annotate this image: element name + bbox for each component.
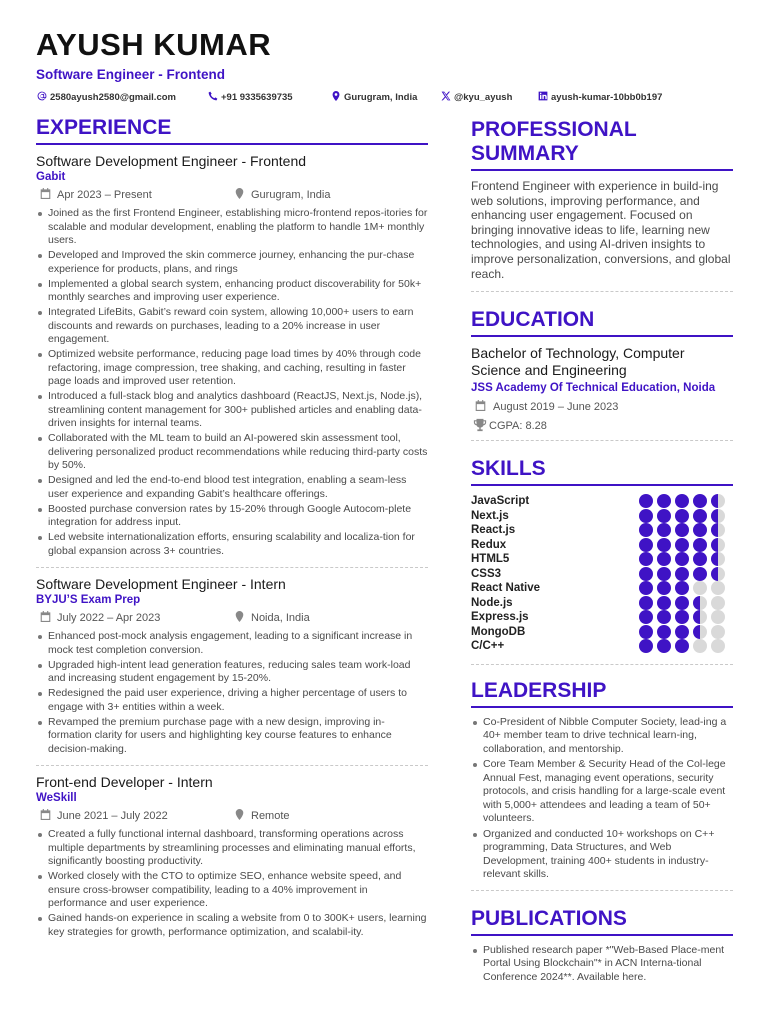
skill-rating (639, 494, 733, 508)
skill-name: Node.js (471, 596, 513, 609)
skill-rating-dot (693, 639, 707, 653)
skill-rating (639, 625, 733, 639)
skill-rating-dot (657, 494, 671, 508)
education-heading: EDUCATION (471, 308, 733, 337)
candidate-role: Software Engineer - Frontend (36, 67, 226, 82)
job-company: WeSkill (36, 792, 77, 804)
skill-rating-dot (657, 581, 671, 595)
skill-row (471, 596, 733, 611)
contact-phone[interactable] (208, 91, 293, 104)
contact-x-text: @kyu_ayush (454, 92, 513, 103)
skill-rating-dot (675, 581, 689, 595)
skill-rating-dot (711, 523, 725, 537)
skill-rating-dot (711, 567, 725, 581)
skill-rating-dot (693, 610, 707, 624)
skill-rating-dot (657, 610, 671, 624)
list-item: Implemented a global search system, enhancing product discoverability for 50k+ monthly searches and improving user experience. (36, 278, 428, 305)
skill-rating-dot (675, 596, 689, 610)
skill-name: React Native (471, 582, 541, 595)
skill-row (471, 639, 733, 654)
skill-rating (639, 552, 733, 566)
job-meta (36, 188, 428, 206)
trophy-icon (473, 418, 487, 435)
list-item: Led website internationalization efforts, ensuring scalability and localiza-tion for global expansion across 3+ countries. (36, 531, 428, 558)
skill-rating-dot (675, 494, 689, 508)
location-pin-icon (234, 188, 245, 202)
job-location-text: Remote (251, 810, 290, 822)
phone-icon (208, 91, 218, 104)
calendar-icon (40, 611, 51, 625)
candidate-name: AYUSH KUMAR (36, 27, 272, 62)
skill-rating-dot (711, 610, 725, 624)
job-location (234, 809, 290, 823)
list-item: Collaborated with the ML team to build an AI-powered skin assessment tool, delivering personalized product recommendations while reducing third-party costs by 50%. (36, 432, 428, 473)
skill-rating-dot (711, 509, 725, 523)
contact-email[interactable] (37, 91, 176, 104)
skill-rating-dot (639, 509, 653, 523)
skill-name: Redux (471, 538, 507, 551)
leadership-heading: LEADERSHIP (471, 679, 733, 708)
skill-rating-dot (675, 552, 689, 566)
education-dates (471, 399, 733, 415)
job-bullets (36, 828, 428, 939)
skills-heading: SKILLS (471, 457, 733, 486)
calendar-icon (475, 400, 486, 414)
skill-rating-dot (639, 610, 653, 624)
list-item: Published research paper *"Web-Based Place-ment Portal Using Blockchain"* in ACN Interna-tional Conference 2024**. Available here. (471, 944, 733, 985)
skill-name: HTML5 (471, 553, 510, 566)
skill-rating-dot (711, 625, 725, 639)
contact-linkedin[interactable] (538, 91, 662, 104)
skill-rating-dot (693, 596, 707, 610)
skill-rating (639, 509, 733, 523)
skill-row (471, 538, 733, 553)
skill-rating-dot (675, 610, 689, 624)
skill-name: Next.js (471, 509, 509, 522)
list-item: Designed and led the end-to-end blood test integration, enabling a seam-less user experience and expanding Gabit’s healthcare offerings. (36, 474, 428, 501)
location-pin-icon (331, 91, 341, 104)
skill-rating-dot (639, 538, 653, 552)
list-item: Optimized website performance, reducing page load times by 40% through code refactoring, image compression, tree shaking, and caching, resulting in faster page loads and improved user retention. (36, 348, 428, 389)
job-dates-text: July 2022 – Apr 2023 (57, 612, 161, 624)
skill-rating-dot (639, 639, 653, 653)
skill-rating-dot (693, 552, 707, 566)
skill-rating-dot (711, 596, 725, 610)
list-item: Joined as the first Frontend Engineer, establishing micro-frontend repos-itories for scalable and modular development, enabling the platform to handle 1M+ monthly users. (36, 207, 428, 248)
skill-rating (639, 639, 733, 653)
x-twitter-icon (441, 91, 451, 104)
divider (36, 765, 428, 766)
resume-header (36, 26, 736, 83)
skill-rating-dot (675, 625, 689, 639)
at-icon (37, 91, 47, 104)
education-gpa-text: CGPA: 8.28 (489, 420, 547, 433)
skill-rating (639, 596, 733, 610)
skill-name: React.js (471, 524, 516, 537)
education-degree: Bachelor of Technology, Computer Science and Engineering (471, 345, 685, 379)
skill-rating (639, 610, 733, 624)
skills-list (471, 494, 733, 654)
skill-row (471, 581, 733, 596)
job-title: Software Development Engineer - Intern (36, 576, 286, 592)
skill-rating-dot (639, 596, 653, 610)
experience-heading: EXPERIENCE (36, 116, 428, 145)
leadership-list (471, 716, 733, 882)
job-dates-text: June 2021 – July 2022 (57, 810, 168, 822)
list-item: Boosted purchase conversion rates by 15-20% through Google Autocom-plete integration for address input. (36, 503, 428, 530)
summary-text: Frontend Engineer with experience in build-ing web solutions, improving performance, and enhancing user engagement. Focused on bringing innovative ideas to life, learning new technologies, and using AI-driven insights to improve personalization, conversions, and global reach. (471, 179, 731, 281)
skill-rating-dot (675, 639, 689, 653)
contact-x[interactable] (441, 91, 512, 104)
job-entry (36, 153, 428, 558)
list-item: Revamped the premium purchase page with a new design, improving in-formation clarity for users and highlighting key course features to enhance decision-making. (36, 716, 428, 757)
skill-rating-dot (657, 538, 671, 552)
skill-rating-dot (639, 567, 653, 581)
job-entry (36, 774, 428, 939)
list-item: Introduced a full-stack blog and analytics dashboard (ReactJS, Next.js, Node.js), streamlining content management for 300+ published articles and enabling data-driven insights for internal teams. (36, 390, 428, 431)
skill-rating-dot (657, 552, 671, 566)
skill-rating-dot (657, 567, 671, 581)
skill-rating-dot (639, 494, 653, 508)
skill-rating (639, 567, 733, 581)
job-location (234, 188, 330, 202)
skill-rating-dot (693, 581, 707, 595)
skill-rating-dot (639, 523, 653, 537)
job-location-text: Gurugram, India (251, 189, 331, 201)
contact-linkedin-text: ayush-kumar-10bb0b197 (551, 92, 663, 103)
skill-rating-dot (657, 625, 671, 639)
job-title: Software Development Engineer - Frontend (36, 153, 307, 169)
skill-rating-dot (657, 639, 671, 653)
list-item: Worked closely with the CTO to optimize SEO, enhance website speed, and ensure cross-browser compatibility, leading to a 40% improvement in performance and user experience. (36, 870, 428, 911)
skill-rating-dot (693, 509, 707, 523)
skill-row (471, 494, 733, 509)
left-column (36, 116, 428, 941)
skill-rating-dot (639, 581, 653, 595)
list-item: Co-President of Nibble Computer Society, lead-ing a 40+ member team to drive technical learn-ing, collaboration, and mentorship. (471, 716, 733, 757)
location-pin-icon (234, 611, 245, 625)
skill-row (471, 552, 733, 567)
contact-bar (36, 91, 736, 103)
contact-location-text: Gurugram, India (344, 92, 418, 103)
job-dates-text: Apr 2023 – Present (57, 189, 152, 201)
calendar-icon (40, 809, 51, 823)
skill-rating (639, 581, 733, 595)
skill-rating-dot (693, 538, 707, 552)
skill-rating-dot (657, 596, 671, 610)
skill-row (471, 625, 733, 640)
list-item: Core Team Member & Security Head of the Col-lege Annual Fest, managing event operations, security protocols, and crisis handling for a large-scale event with 5,000+ attendees and leading a team of 50+ volunteers. (471, 758, 733, 826)
skill-row (471, 610, 733, 625)
location-pin-icon (234, 809, 245, 823)
skill-name: C/C++ (471, 640, 505, 653)
job-bullets (36, 207, 428, 558)
calendar-icon (40, 188, 51, 202)
skill-rating-dot (693, 494, 707, 508)
skill-rating-dot (693, 567, 707, 581)
skill-name: JavaScript (471, 495, 530, 508)
job-bullets (36, 630, 428, 756)
skill-rating-dot (711, 538, 725, 552)
list-item: Redesigned the paid user experience, driving a higher percentage of users to engage with 3+ entities within a week. (36, 687, 428, 714)
job-title: Front-end Developer - Intern (36, 774, 213, 790)
contact-location (331, 91, 417, 104)
skill-rating-dot (711, 552, 725, 566)
list-item: Created a fully functional internal dashboard, transforming operations across multiple departments by streamlining processes and eliminating manual efforts, significantly boosting productivity. (36, 828, 428, 869)
list-item: Organized and conducted 10+ workshops on C++ programming, Data Structures, and Web Development, training 400+ students in industry-relevant skills. (471, 828, 733, 882)
skill-row (471, 509, 733, 524)
skill-rating-dot (675, 523, 689, 537)
skill-name: MongoDB (471, 625, 526, 638)
job-location (234, 611, 310, 625)
skill-rating-dot (693, 523, 707, 537)
skill-rating-dot (639, 625, 653, 639)
list-item: Gained hands-on experience in scaling a website from 0 to 300K+ users, learning key strategies for growth, performance optimization, and scalabil-ity. (36, 912, 428, 939)
job-location-text: Noida, India (251, 612, 310, 624)
skill-rating (639, 523, 733, 537)
publications-list (471, 944, 733, 985)
skill-rating-dot (657, 523, 671, 537)
job-dates (40, 611, 160, 625)
education-school: JSS Academy Of Technical Education, Noida (471, 382, 716, 395)
publications-heading: PUBLICATIONS (471, 907, 733, 936)
skill-rating-dot (711, 494, 725, 508)
job-dates (40, 188, 152, 202)
job-dates (40, 809, 168, 823)
skill-rating-dot (657, 509, 671, 523)
list-item: Integrated LifeBits, Gabit’s reward coin system, allowing 10,000+ users to earn discounts and rewards on purchases, leading to a 20% increase in user engagement. (36, 306, 428, 347)
list-item: Upgraded high-intent lead generation features, reducing sales team work-load and increasing student engagement by 15-20%. (36, 659, 428, 686)
job-meta (36, 809, 428, 827)
list-item: Enhanced post-mock analysis engagement, leading to a significant increase in mock test completion conversion. (36, 630, 428, 657)
education-gpa (471, 418, 733, 434)
summary-heading: PROFESSIONAL SUMMARY (471, 118, 733, 171)
skill-row (471, 523, 733, 538)
skill-name: CSS3 (471, 567, 502, 580)
contact-phone-text: +91 9335639735 (221, 92, 293, 103)
skill-name: Express.js (471, 611, 529, 624)
skill-rating-dot (675, 538, 689, 552)
job-company: BYJU’S Exam Prep (36, 594, 141, 606)
skill-rating-dot (675, 567, 689, 581)
job-entry (36, 576, 428, 756)
skill-row (471, 567, 733, 582)
skill-rating (639, 538, 733, 552)
job-meta (36, 611, 428, 629)
right-column (471, 118, 733, 986)
skill-rating-dot (711, 639, 725, 653)
education-dates-text: August 2019 – June 2023 (493, 401, 619, 414)
list-item: Developed and Improved the skin commerce journey, enhancing the pur-chase experience for products, plans, and rings (36, 249, 428, 276)
skill-rating-dot (711, 581, 725, 595)
job-company: Gabit (36, 171, 66, 183)
skill-rating-dot (639, 552, 653, 566)
skill-rating-dot (675, 509, 689, 523)
linkedin-icon (538, 91, 548, 104)
skill-rating-dot (693, 625, 707, 639)
divider (36, 567, 428, 568)
contact-email-text: 2580ayush2580@gmail.com (50, 92, 176, 103)
